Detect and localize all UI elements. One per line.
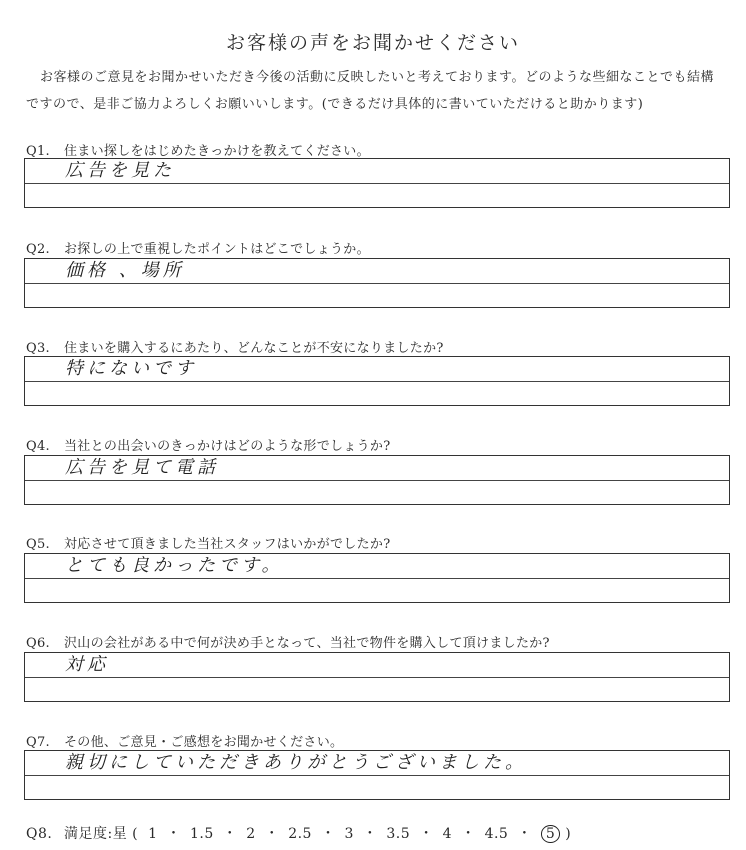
rating-separator: ・ — [320, 826, 336, 842]
handwritten-answer: 対応 — [65, 654, 109, 675]
question-text: 沢山の会社がある中で何が決め手となって、当社で物件を購入して頂けましたか? — [64, 636, 550, 651]
page-title: お客様の声をお聞かせください — [225, 32, 520, 54]
answer-box-5[interactable] — [24, 553, 730, 603]
rating-option-4[interactable]: 4 — [442, 826, 453, 842]
handwritten-answer: 広告を見た — [65, 160, 175, 181]
rating-separator: ・ — [222, 826, 238, 842]
answer-box-3[interactable] — [24, 356, 730, 406]
answer-box-6[interactable] — [24, 652, 730, 702]
question-3 — [26, 337, 444, 356]
rating-separator: ・ — [517, 826, 532, 842]
question-number: Q6. — [26, 636, 50, 651]
rating-separator: ・ — [264, 826, 280, 842]
answer-box-4[interactable] — [24, 455, 730, 505]
rating-option-1[interactable]: 1 — [148, 826, 158, 842]
question-8-satisfaction — [26, 823, 571, 843]
rating-options — [143, 826, 565, 842]
rating-option-2[interactable]: 2 — [246, 826, 256, 842]
handwritten-answer: 親切にしていただきありがとうございました。 — [65, 752, 527, 773]
intro-text: お客様のご意見をお聞かせいただき今後の活動に反映したいと考えております。どのような些細なことでも結構ですので、是非ご協力よろしくお願いいします。(できるだけ具体的に書いていただけると助かります) — [26, 70, 714, 112]
question-7 — [26, 731, 343, 750]
question-number: Q4. — [26, 439, 50, 454]
rating-separator: ・ — [362, 826, 378, 842]
question-number: Q1. — [26, 144, 50, 159]
question-text: 住まい探しをはじめたきっかけを教えてください。 — [64, 144, 370, 159]
satisfaction-label: 満足度:星 ( — [64, 826, 139, 842]
rating-option-1-5[interactable]: 1.5 — [190, 826, 214, 842]
question-text: その他、ご意見・ご感想をお聞かせください。 — [64, 735, 344, 750]
answer-box-2[interactable] — [24, 258, 730, 308]
question-number: Q7. — [26, 735, 50, 750]
question-text: 対応させて頂きました当社スタッフはいかがでしたか? — [64, 537, 391, 552]
handwritten-answer: 価格 、場所 — [65, 260, 185, 281]
rating-separator: ・ — [419, 826, 434, 842]
question-number: Q5. — [26, 537, 50, 552]
question-number: Q2. — [26, 242, 50, 257]
question-number: Q3. — [26, 341, 50, 356]
question-4 — [26, 435, 390, 454]
question-text: 住まいを購入するにあたり、どんなことが不安になりましたか? — [64, 341, 444, 356]
rating-option-4-5[interactable]: 4.5 — [484, 826, 509, 842]
handwritten-answer: とても良かったです。 — [65, 555, 284, 576]
rating-separator: ・ — [166, 826, 182, 842]
question-1 — [26, 140, 370, 159]
handwritten-answer: 特にないです — [65, 358, 197, 379]
rating-close: ) — [565, 826, 572, 842]
handwritten-answer: 広告を見て電話 — [65, 457, 219, 478]
rating-separator: ・ — [461, 826, 476, 842]
rating-option-3[interactable]: 3 — [344, 826, 354, 842]
question-number: Q8. — [26, 826, 53, 842]
rating-option-5[interactable]: 5 — [541, 825, 560, 843]
question-text: お探しの上で重視したポイントはどこでしょうか。 — [64, 242, 370, 257]
rating-option-2-5[interactable]: 2.5 — [288, 826, 312, 842]
rating-option-3-5[interactable]: 3.5 — [386, 826, 411, 842]
question-text: 当社との出会いのきっかけはどのような形でしょうか? — [64, 439, 391, 454]
question-5 — [26, 533, 390, 552]
question-6 — [26, 632, 550, 651]
answer-box-7[interactable] — [24, 750, 730, 800]
answer-box-1[interactable] — [24, 158, 730, 208]
question-2 — [26, 238, 370, 257]
